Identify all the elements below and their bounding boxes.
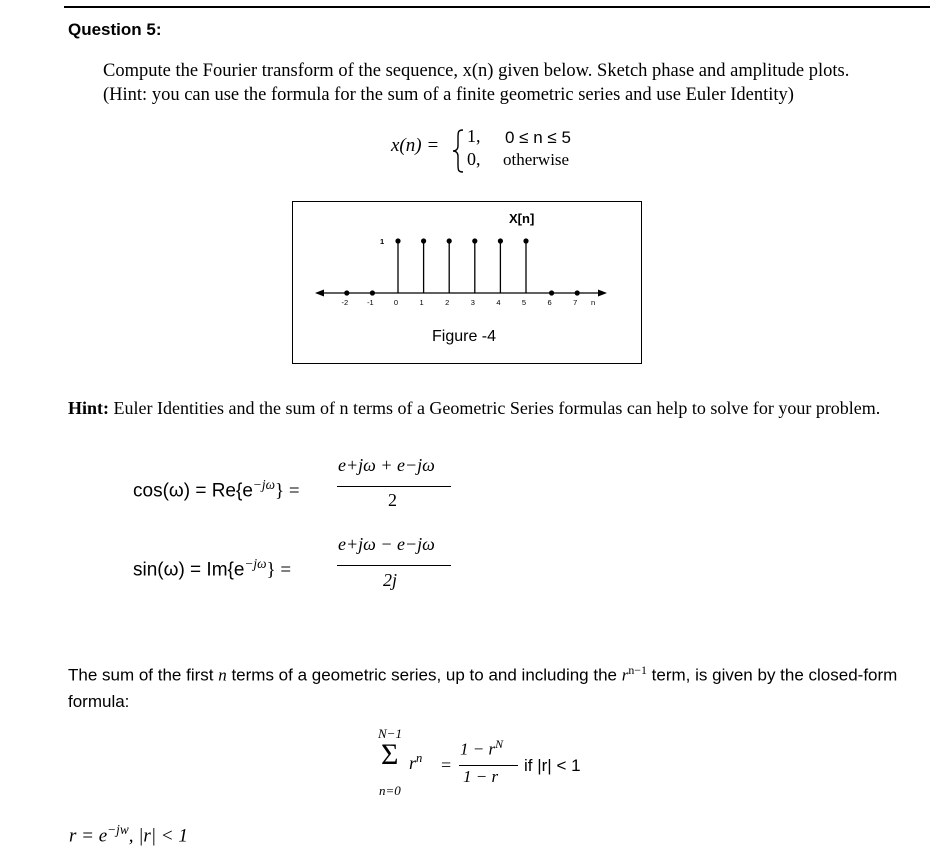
- sin-lhs-text: sin(ω) = Im{e: [133, 559, 245, 581]
- stem-point: [472, 238, 477, 243]
- geo-text-after: term, is given by the closed-form formula:: [68, 665, 898, 711]
- sum-term-base: r: [409, 753, 417, 773]
- stem-plot: [293, 202, 640, 322]
- cos-denominator: 2: [388, 490, 397, 510]
- n-axis-label: n: [591, 298, 596, 307]
- hint-label: Hint:: [68, 398, 110, 418]
- cos-lhs: [133, 477, 300, 502]
- r-def-text: r = e: [69, 825, 108, 847]
- stem-point: [549, 290, 554, 295]
- n-tick-label: 1: [419, 298, 424, 307]
- cos-fraction-bar: [337, 486, 451, 487]
- case1-condition: 0 ≤ n ≤ 5: [505, 128, 571, 147]
- stem-point: [395, 238, 400, 243]
- n-tick-label: 6: [547, 298, 552, 307]
- definition-lhs: x(n) =: [391, 135, 440, 156]
- hint-paragraph: [68, 396, 908, 420]
- r-def-exp: −jw: [107, 822, 129, 837]
- question-prompt: [103, 59, 849, 107]
- left-brace: [452, 128, 466, 174]
- sin-close: } =: [266, 559, 292, 581]
- stem-point: [370, 290, 375, 295]
- amplitude-label: 1: [380, 237, 385, 246]
- n-tick-label: 0: [393, 298, 399, 307]
- stem-point: [498, 238, 503, 243]
- axis-arrow-right: [598, 290, 607, 297]
- sigma-symbol: Σ: [381, 738, 399, 771]
- prompt-line-2: (Hint: you can use the formula for the sum of a finite geometric series and use Euler Identity): [103, 85, 794, 105]
- sin-exp: −jω: [244, 556, 267, 571]
- sum-numerator: [460, 737, 503, 760]
- sum-num-exp: N: [495, 737, 504, 751]
- cos-lhs-text: cos(ω) = Re{e: [133, 480, 253, 502]
- sum-equals: =: [441, 755, 452, 775]
- axis-arrow-left: [315, 290, 324, 297]
- geometric-series-text: [68, 657, 938, 715]
- n-tick-label: -1: [367, 298, 374, 307]
- cos-exp: −jω: [252, 477, 275, 492]
- geo-text-mid: terms of a geometric series, up to and including the: [226, 665, 622, 685]
- sum-fraction-bar: [459, 765, 518, 766]
- r-def-tail: , |r| < 1: [128, 825, 188, 847]
- r-definition: [69, 822, 188, 847]
- prompt-line-1: Compute the Fourier transform of the sequence, x(n) given below. Sketch phase and amplitude plots.: [103, 61, 850, 81]
- n-tick-label: 3: [470, 298, 475, 307]
- top-rule: [64, 6, 930, 8]
- sin-lhs: [133, 556, 291, 581]
- stem-point: [575, 290, 580, 295]
- geo-text-exp: n−1: [628, 663, 647, 677]
- sum-term: [409, 751, 422, 774]
- figure-title: X[n]: [509, 211, 535, 226]
- sum-term-exp: n: [416, 751, 423, 765]
- case1-value: 1,: [467, 126, 481, 146]
- stem-point: [344, 290, 349, 295]
- geo-text-n: n: [218, 665, 227, 685]
- cos-numerator: e+jω + e−jω: [338, 455, 435, 475]
- sum-num-text: 1 − r: [460, 739, 496, 759]
- case2-condition: otherwise: [503, 150, 570, 169]
- stem-point: [421, 238, 426, 243]
- case2-value: 0,: [467, 149, 481, 169]
- n-tick-label: 5: [521, 298, 527, 307]
- question-title: Question 5:: [68, 20, 162, 39]
- sum-lower-limit: n=0: [379, 783, 401, 798]
- sum-denominator: 1 − r: [463, 767, 499, 786]
- stem-point: [447, 238, 452, 243]
- sum-upper-limit: N−1: [378, 726, 402, 741]
- sin-numerator: e+jω − e−jω: [338, 534, 435, 554]
- sum-condition: if |r| < 1: [524, 756, 581, 775]
- sin-fraction-bar: [337, 565, 451, 566]
- n-tick-label: 7: [573, 298, 578, 307]
- figure-box: [292, 201, 642, 364]
- hint-text: Euler Identities and the sum of n terms of a Geometric Series formulas can help to solve for your problem.: [109, 398, 881, 418]
- figure-caption: Figure -4: [432, 328, 497, 345]
- sin-denominator: 2j: [383, 570, 398, 590]
- n-tick-label: 2: [445, 298, 450, 307]
- n-tick-label: -2: [341, 298, 349, 307]
- stem-point: [523, 238, 528, 243]
- n-tick-label: 4: [496, 298, 501, 307]
- geo-text-r: r: [621, 665, 629, 685]
- cos-close: } =: [274, 480, 300, 502]
- geo-text-before: The sum of the first: [68, 665, 219, 685]
